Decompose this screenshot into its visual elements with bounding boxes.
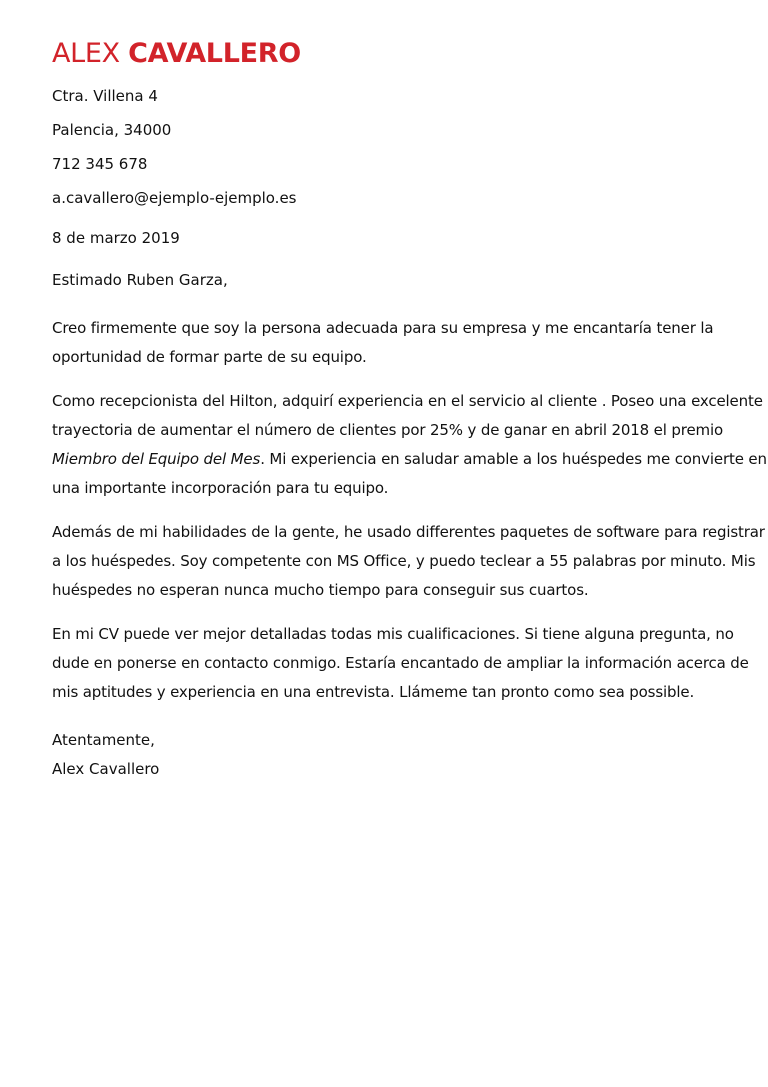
contact-block <box>52 86 732 208</box>
paragraph-closing <box>52 620 749 707</box>
paragraph-line: Como recepcionista del Hilton, adquirí experiencia en el servicio al cliente . Poseo una excelente <box>52 392 763 410</box>
paragraph-line <box>52 445 767 474</box>
paragraph-line: Además de mi habilidades de la gente, he usado differentes paquetes de software para registrar <box>52 523 765 541</box>
signoff-block <box>52 726 732 784</box>
cover-letter-page <box>52 34 767 784</box>
letter-date: 8 de marzo 2019 <box>52 229 180 247</box>
closing-phrase: Atentamente, <box>52 731 155 749</box>
paragraph-line: dude en ponerse en contacto conmigo. Estaría encantado de ampliar la información acerca de <box>52 654 749 672</box>
paragraph-line: huéspedes no esperan nunca mucho tiempo para conseguir sus cuartos. <box>52 581 589 599</box>
paragraph-line: trayectoria de aumentar el número de clientes por 25% y de ganar en abril 2018 el premio <box>52 421 724 439</box>
paragraph-line: En mi CV puede ver mejor detalladas todas mis cualificaciones. Si tiene alguna pregunta, no <box>52 625 734 643</box>
paragraph-line: a los huéspedes. Soy competente con MS Office, y puedo teclear a 55 palabras por minuto. Mis <box>52 552 756 570</box>
address-line-1: Ctra. Villena 4 <box>52 87 158 105</box>
paragraph-skills <box>52 518 765 605</box>
applicant-last-name: CAVALLERO <box>128 38 301 69</box>
signature-name: Alex Cavallero <box>52 760 160 778</box>
paragraph-experience <box>52 387 767 503</box>
paragraph-line: mis aptitudes y experiencia en una entrevista. Llámeme tan pronto como sea possible. <box>52 683 695 701</box>
applicant-first-name: ALEX <box>52 38 120 69</box>
letter-greeting: Estimado Ruben Garza, <box>52 271 228 289</box>
applicant-name <box>52 34 732 74</box>
phone-number: 712 345 678 <box>52 155 148 173</box>
paragraph-line: Creo firmemente que soy la persona adecuada para su empresa y me encantaría tener la <box>52 319 714 337</box>
paragraph-line: una importante incorporación para tu equipo. <box>52 479 389 497</box>
email-address: a.cavallero@ejemplo-ejemplo.es <box>52 189 297 207</box>
paragraph-line: oportunidad de formar parte de su equipo. <box>52 348 367 366</box>
paragraph-intro <box>52 314 732 372</box>
paragraph-line-rest: . Mi experiencia en saludar amable a los huéspedes me convierte en <box>260 450 767 468</box>
award-name: Miembro del Equipo del Mes <box>52 450 261 468</box>
address-line-2: Palencia, 34000 <box>52 121 172 139</box>
